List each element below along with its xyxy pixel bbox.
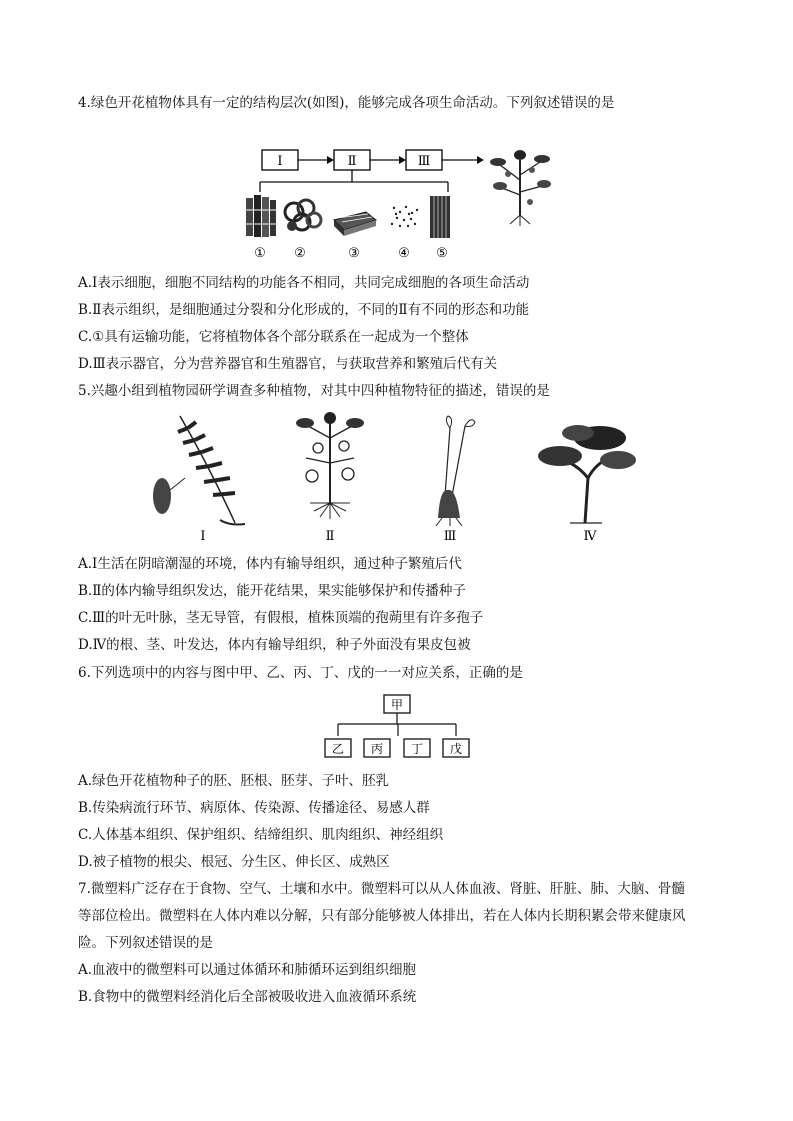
q4-option-a: A.Ⅰ表示细胞，细胞不同结构的功能各不相同，共同完成细胞的各项生命活动 [78, 275, 530, 291]
angiosperm-drawing [296, 412, 364, 519]
q4-option-d: D.Ⅲ表示器官，分为营养器官和生殖器官，与获取营养和繁殖后代有关 [78, 356, 498, 372]
q4-option-b: B.Ⅱ表示组织，是细胞通过分裂和分化形成的，不同的Ⅱ有不同的形态和功能 [78, 302, 530, 318]
q6-option-a: A.绿色开花植物种子的胚、胚根、胚芽、子叶、胚乳 [78, 773, 390, 789]
nutrient-tissue-drawing [285, 200, 321, 231]
q7-option-a: A.血液中的微塑料可以通过体循环和肺循环运到组织细胞 [78, 962, 417, 978]
tissue-label-4: ④ [398, 246, 410, 261]
q4-structure-diagram [230, 140, 560, 262]
meristem-tissue-drawing [391, 206, 418, 227]
box-ding: 丁 [410, 742, 424, 756]
q5-option-c: C.Ⅲ的叶无叶脉，茎无导管，有假根，植株顶端的孢蒴里有许多孢子 [78, 610, 484, 626]
q4-stem: 4.绿色开花植物体具有一定的结构层次(如图)，能够完成各项生命活动。下列叙述错误的是 [78, 95, 615, 111]
q5-option-d: D.Ⅳ的根、茎、叶发达，体内有输导组织，种子外面没有果皮包被 [78, 637, 471, 653]
q6-tree-diagram [318, 692, 478, 764]
mechanical-tissue-drawing [430, 196, 450, 238]
q5-plants-figure [140, 408, 660, 548]
plant-label-II: Ⅱ [325, 529, 335, 544]
q4-option-c: C.①具有运输功能，它将植物体各个部分联系在一起成为一个整体 [78, 329, 469, 345]
box-I: Ⅰ [277, 154, 283, 169]
gymnosperm-tree-drawing [538, 425, 636, 523]
q7-stem-line-3: 险。下列叙述错误的是 [78, 935, 213, 951]
plant-label-I: Ⅰ [200, 529, 206, 544]
box-wu: 戊 [449, 742, 463, 756]
q6-stem: 6.下列选项中的内容与图中甲、乙、丙、丁、戊的一一对应关系，正确的是 [78, 665, 523, 681]
box-bing: 丙 [370, 742, 384, 756]
q7-option-b: B.食物中的微塑料经消化后全部被吸收进入血液循环系统 [78, 989, 417, 1005]
q5-stem: 5.兴趣小组到植物园研学调查多种植物，对其中四种植物特征的描述，错误的是 [78, 383, 550, 399]
q5-option-b: B.Ⅱ的体内输导组织发达，能开花结果，果实能够保护和传播种子 [78, 583, 466, 599]
protective-tissue-drawing [334, 212, 376, 236]
tissue-label-2: ② [294, 246, 306, 261]
q6-option-c: C.人体基本组织、保护组织、结缔组织、肌肉组织、神经组织 [78, 827, 444, 843]
box-jia: 甲 [390, 698, 404, 712]
tissue-label-3: ③ [348, 246, 360, 261]
box-yi: 乙 [331, 742, 345, 756]
plant-label-III: Ⅲ [443, 529, 457, 544]
fern-drawing [153, 416, 245, 525]
q6-option-b: B.传染病流行环节、病原体、传染源、传播途径、易感人群 [78, 800, 430, 816]
q5-option-a: A.Ⅰ生活在阴暗潮湿的环境，体内有输导组织，通过种子繁殖后代 [78, 556, 462, 572]
moss-drawing [436, 416, 475, 526]
tissue-label-1: ① [254, 246, 266, 261]
tissue-label-5: ⑤ [436, 246, 448, 261]
box-II: Ⅱ [347, 154, 357, 169]
q7-stem-line-1: 7.微塑料广泛存在于食物、空气、土壤和水中。微塑料可以从人体血液、肾脏、肝脏、肺、大脑、骨髓 [78, 881, 685, 897]
flowering-plant-drawing [490, 150, 551, 226]
conducting-tissue-drawing [246, 195, 276, 237]
q7-stem-line-2: 等部位检出。微塑料在人体内难以分解，只有部分能够被人体排出，若在人体内长期积累会带来健康风 [78, 908, 686, 924]
plant-label-IV: Ⅳ [583, 529, 597, 544]
q6-option-d: D.被子植物的根尖、根冠、分生区、伸长区、成熟区 [78, 854, 390, 870]
box-III: Ⅲ [417, 154, 431, 169]
